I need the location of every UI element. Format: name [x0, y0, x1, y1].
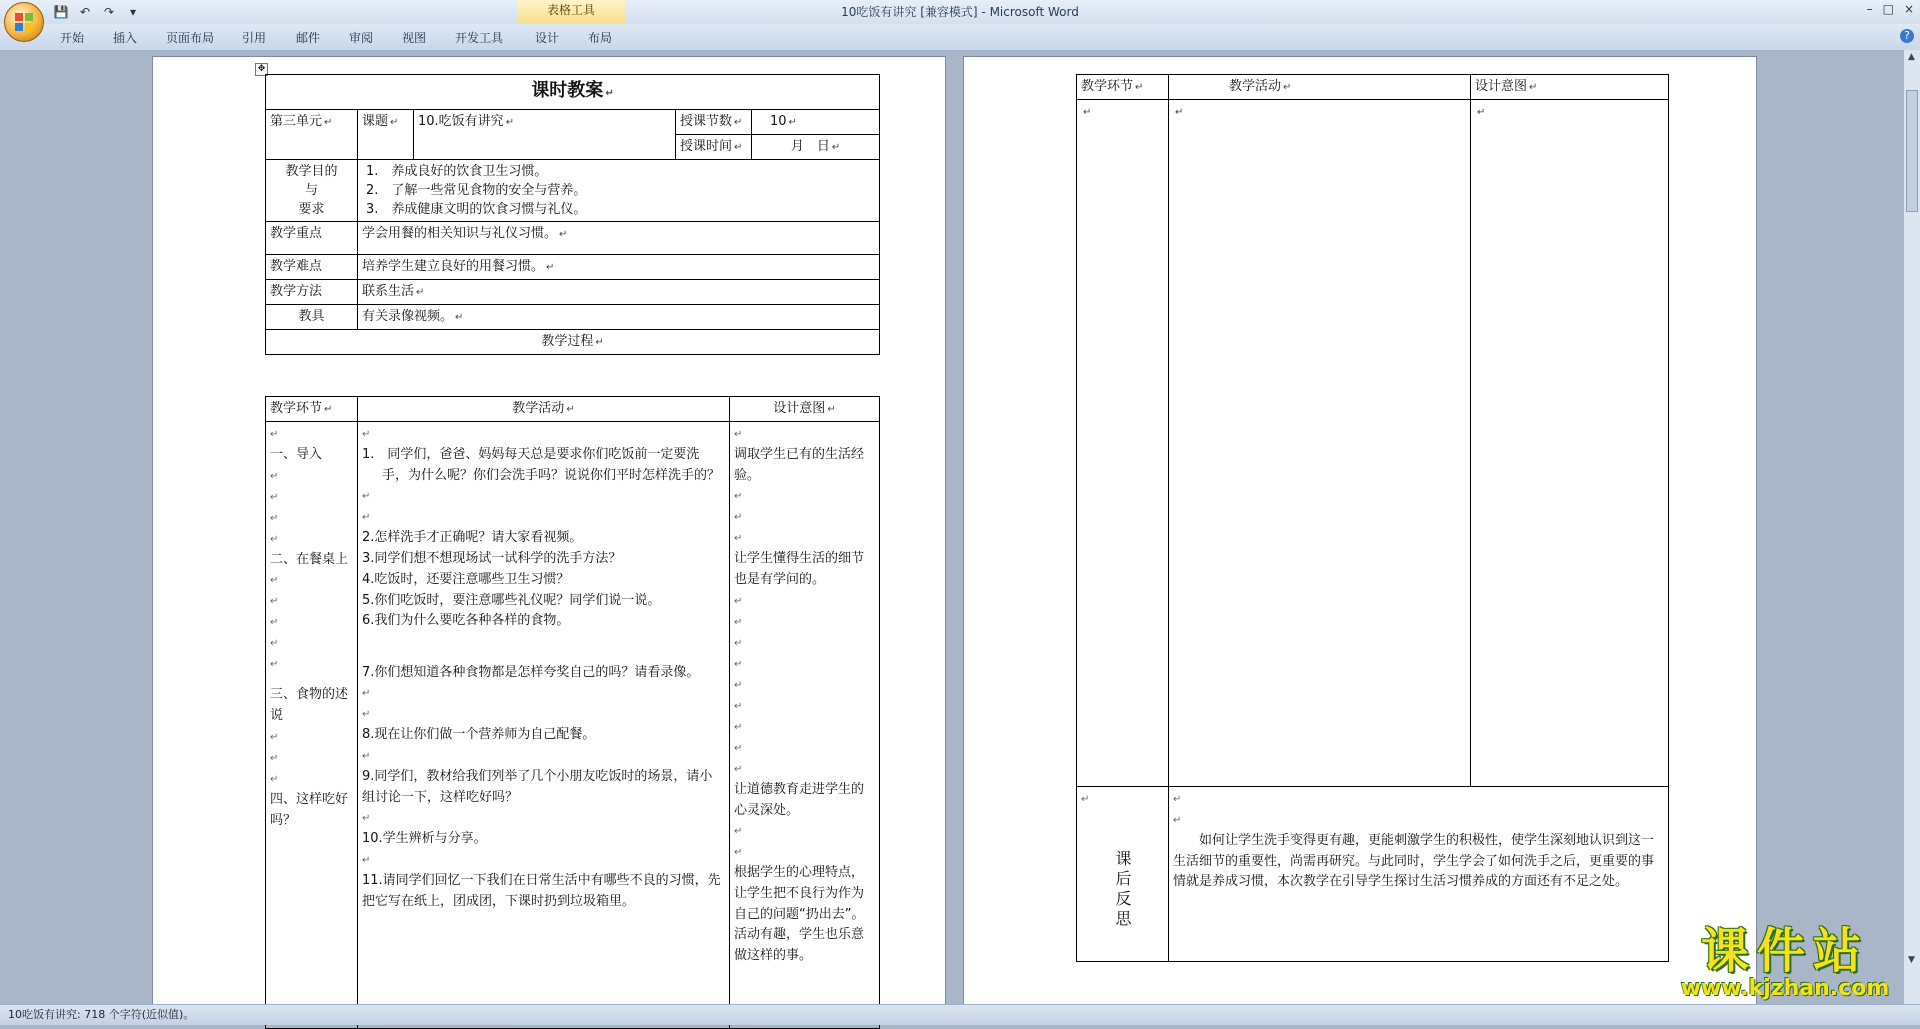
method-cell[interactable]: 联系生活 ↵ — [358, 280, 880, 305]
status-text: 10吃饭有讲究: 718 个字符(近似值)。 — [8, 1008, 195, 1021]
intent-item: 让道德教育走进学生的心灵深处。 — [734, 781, 865, 818]
reflection-label: 课后反思 — [1113, 850, 1132, 930]
tab-references[interactable]: 引用 — [242, 31, 267, 45]
tools-cell[interactable]: 有关录像视频。 ↵ — [358, 305, 880, 330]
table-move-handle-icon[interactable]: ✥ — [255, 63, 268, 76]
help-icon[interactable]: ? — [1900, 29, 1914, 43]
activity-item: 7.你们想知道各种食物都是怎样夸奖自己的吗？请看录像。 — [362, 664, 700, 680]
activity-item: 1. 同学们，爸爸、妈妈每天总是要求你们吃饭前一定要洗手，为什么呢？你们会洗手吗？说说你们平时怎样洗手的？ — [362, 447, 721, 483]
col-header-activity[interactable]: 教学活动 ↵ — [358, 397, 730, 422]
unit-cell[interactable]: 第三单元 ↵ — [266, 110, 358, 160]
tab-home[interactable]: 开始 — [60, 31, 85, 45]
stage-item: 三、食物的述说 — [270, 687, 349, 724]
intent-cell-empty[interactable]: ↵ — [1471, 100, 1669, 787]
activity-item: 10.学生辨析与分享。 — [362, 831, 487, 847]
minimize-button[interactable]: – — [1866, 2, 1873, 16]
close-button[interactable]: × — [1903, 2, 1914, 16]
activity-cell[interactable]: ↵ 1. 同学们，爸爸、妈妈每天总是要求你们吃饭前一定要洗手，为什么呢？你们会洗手吗？说说你们平时怎样洗手的？ ↵ ↵ 2.怎样洗手才正确呢？请大家看视频。 3.同学们想不想现场试一试科学的洗手方法？ 4.吃饭时，还要注意哪些卫生习惯？ 5.你们吃饭时，要注意哪些礼仪呢？同学们说一说。 6.我们为什么要吃各种各样的食物。 7.你们想知道各种食物都是怎样夸奖自己的吗？请看录像。 ↵ ↵ 8.现在让你们做一个营养师为自己配餐。 ↵ 9.同学们，教材给我们列举了几个小朋友吃饭时的场景，请小组讨论一下，这样吃好吗？ ↵ 10.学生辨析与分享。 ↵ 11.请同学们回忆一下我们在日常生活中有哪些不良的习惯，先把它写在纸上，团成团，下课时扔到垃圾箱里。 — [358, 422, 730, 1029]
time-label-cell[interactable]: 授课时间 ↵ — [676, 135, 752, 160]
stage-item: 二、在餐桌上 — [270, 551, 349, 567]
activity-item: 8.现在让你们做一个营养师为自己配餐。 — [362, 727, 596, 743]
stage-cell-empty[interactable]: ↵ — [1077, 100, 1169, 787]
difficult-cell[interactable]: 培养学生建立良好的用餐习惯。 ↵ — [358, 255, 880, 280]
tab-insert[interactable]: 插入 — [113, 31, 138, 45]
reflection-text: 如何让学生洗手变得更有趣，更能刺激学生的积极性，使学生深刻地认识到这一生活细节的重要性，尚需再研究。与此同时，学生学会了如何洗手之后，更重要的事情就是养成习惯，本次教学在引导学生探讨生活习惯养成的方面还有不足之处。 — [1173, 833, 1655, 890]
stage-item: 四、这样吃好吗？ — [270, 791, 349, 828]
scroll-down-icon[interactable]: ▼ — [1908, 955, 1915, 965]
office-logo-icon — [14, 12, 34, 32]
col-header-intent[interactable]: 设计意图 ↵ — [1471, 75, 1669, 100]
activity-item: 6.我们为什么要吃各种各样的食物。 — [362, 613, 570, 629]
stage-item: 一、导入 — [270, 447, 323, 462]
topic-label-cell[interactable]: 课题 ↵ — [358, 110, 414, 160]
difficult-label-cell[interactable]: 教学难点 — [266, 255, 358, 280]
topic-cell[interactable]: 10.吃饭有讲究 ↵ — [414, 110, 676, 160]
scroll-thumb[interactable] — [1906, 90, 1918, 212]
activity-item: 4.吃饭时，还要注意哪些卫生习惯？ — [362, 571, 570, 587]
tab-review[interactable]: 审阅 — [349, 31, 374, 45]
scroll-up-icon[interactable]: ▲ — [1908, 52, 1915, 62]
window-title: 10吃饭有讲究 [兼容模式] - Microsoft Word — [841, 5, 1079, 19]
table-tools-context-tab: 表格工具 — [517, 0, 625, 24]
process-header[interactable]: 教学过程 ↵ — [266, 330, 880, 355]
intent-item: 让学生懂得生活的细节也是有学问的。 — [734, 551, 865, 588]
activity-item: 11.请同学们回忆一下我们在日常生活中有哪些不良的习惯，先把它写在纸上，团成团，下课时扔到垃圾箱里。 — [362, 873, 721, 909]
reflection-cell[interactable]: ↵ ↵ 如何让学生洗手变得更有趣，更能刺激学生的积极性，使学生深刻地认识到这一生活细节的重要性，尚需再研究。与此同时，学生学会了如何洗手之后，更重要的事情就是养成习惯，本次教学在引导学生探讨生活习惯养成的方面还有不足之处。 — [1169, 787, 1669, 962]
intent-item: 调取学生已有的生活经验。 — [734, 447, 865, 483]
office-button[interactable] — [4, 2, 44, 42]
key-cell[interactable]: 学会用餐的相关知识与礼仪习惯。 ↵ — [358, 222, 880, 255]
document-page-2 — [963, 56, 1757, 1008]
status-bar — [0, 1004, 1920, 1025]
ribbon-tabs — [0, 24, 1920, 51]
window-controls — [1867, 2, 1914, 16]
reflection-label-cell[interactable]: ↵ 课后反思 — [1077, 787, 1169, 962]
title-bar — [0, 0, 1920, 24]
activity-item: 9.同学们，教材给我们列举了几个小朋友吃饭时的场景，请小组讨论一下，这样吃好吗？ — [362, 769, 713, 805]
stage-cell[interactable]: ↵ 一、导入 ↵ ↵ ↵ ↵ 二、在餐桌上 ↵ ↵ ↵ ↵ ↵ 三、食物的述说 ↵ ↵ ↵ 四、这样吃好吗？ — [266, 422, 358, 1029]
process-table — [265, 396, 880, 1029]
continuation-table — [1076, 74, 1669, 962]
goals-label-cell[interactable]: 教学目的 与 要求 — [266, 160, 358, 222]
lesson-plan-table — [265, 74, 880, 355]
goal-item: 1. 养成良好的饮食卫生习惯。 — [366, 164, 548, 179]
intent-item: 根据学生的心理特点，让学生把不良行为作为自己的问题“扔出去”。活动有趣，学生也乐意做这样的事。 — [734, 865, 865, 964]
activity-item: 5.你们吃饭时，要注意哪些礼仪呢？同学们说一说。 — [362, 592, 661, 608]
col-header-stage[interactable]: 教学环节 ↵ — [266, 397, 358, 422]
redo-icon[interactable]: ↷ — [103, 5, 115, 19]
tab-view[interactable]: 视图 — [402, 31, 427, 45]
goal-item: 3. 养成健康文明的饮食习惯与礼仪。 — [366, 202, 587, 217]
vertical-scrollbar[interactable] — [1903, 50, 1920, 1010]
site-watermark-logo: 课件站 www.kjzhan.com — [1680, 923, 1890, 1001]
col-header-stage[interactable]: 教学环节 ↵ — [1077, 75, 1169, 100]
key-label-cell[interactable]: 教学重点 — [266, 222, 358, 255]
col-header-activity[interactable]: 教学活动 ↵ — [1169, 75, 1471, 100]
maximize-button[interactable]: □ — [1882, 2, 1894, 16]
customize-qat-icon[interactable]: ▾ — [129, 5, 137, 19]
method-label-cell[interactable]: 教学方法 — [266, 280, 358, 305]
goals-cell[interactable] — [358, 160, 880, 222]
hours-label-cell[interactable]: 授课节数 ↵ — [676, 110, 752, 135]
tab-page-layout[interactable]: 页面布局 — [166, 31, 215, 45]
lesson-title[interactable]: 课时教案 ↵ — [266, 75, 880, 110]
tools-label-cell[interactable]: 教具 — [266, 305, 358, 330]
save-icon[interactable]: 💾 — [53, 5, 69, 19]
tab-layout[interactable]: 布局 — [588, 31, 613, 45]
intent-cell[interactable]: ↵ 调取学生已有的生活经验。 ↵ ↵ ↵ 让学生懂得生活的细节也是有学问的。 ↵ ↵ ↵ ↵ ↵ ↵ ↵ ↵ ↵ 让道德教育走进学生的心灵深处。 ↵ ↵ 根据学生的心理特点，让学生把不良行为作为自己的问题“扔出去”。活动有趣，学生也乐意做这样的事。 — [730, 422, 880, 1029]
activity-cell-empty[interactable]: ↵ — [1169, 100, 1471, 787]
tab-design[interactable]: 设计 — [535, 31, 560, 45]
document-page-1 — [152, 56, 946, 1008]
col-header-intent[interactable]: 设计意图 ↵ — [730, 397, 880, 422]
tab-mailings[interactable]: 邮件 — [296, 31, 321, 45]
activity-item: 2.怎样洗手才正确呢？请大家看视频。 — [362, 530, 583, 546]
hours-cell[interactable]: 10 ↵ — [752, 110, 880, 135]
tab-developer[interactable]: 开发工具 — [455, 31, 504, 45]
time-cell[interactable]: 月 日 ↵ — [752, 135, 880, 160]
undo-icon[interactable]: ↶ — [79, 5, 91, 19]
activity-item: 3.同学们想不想现场试一试科学的洗手方法？ — [362, 551, 622, 567]
goal-item: 2. 了解一些常见食物的安全与营养。 — [366, 183, 587, 198]
